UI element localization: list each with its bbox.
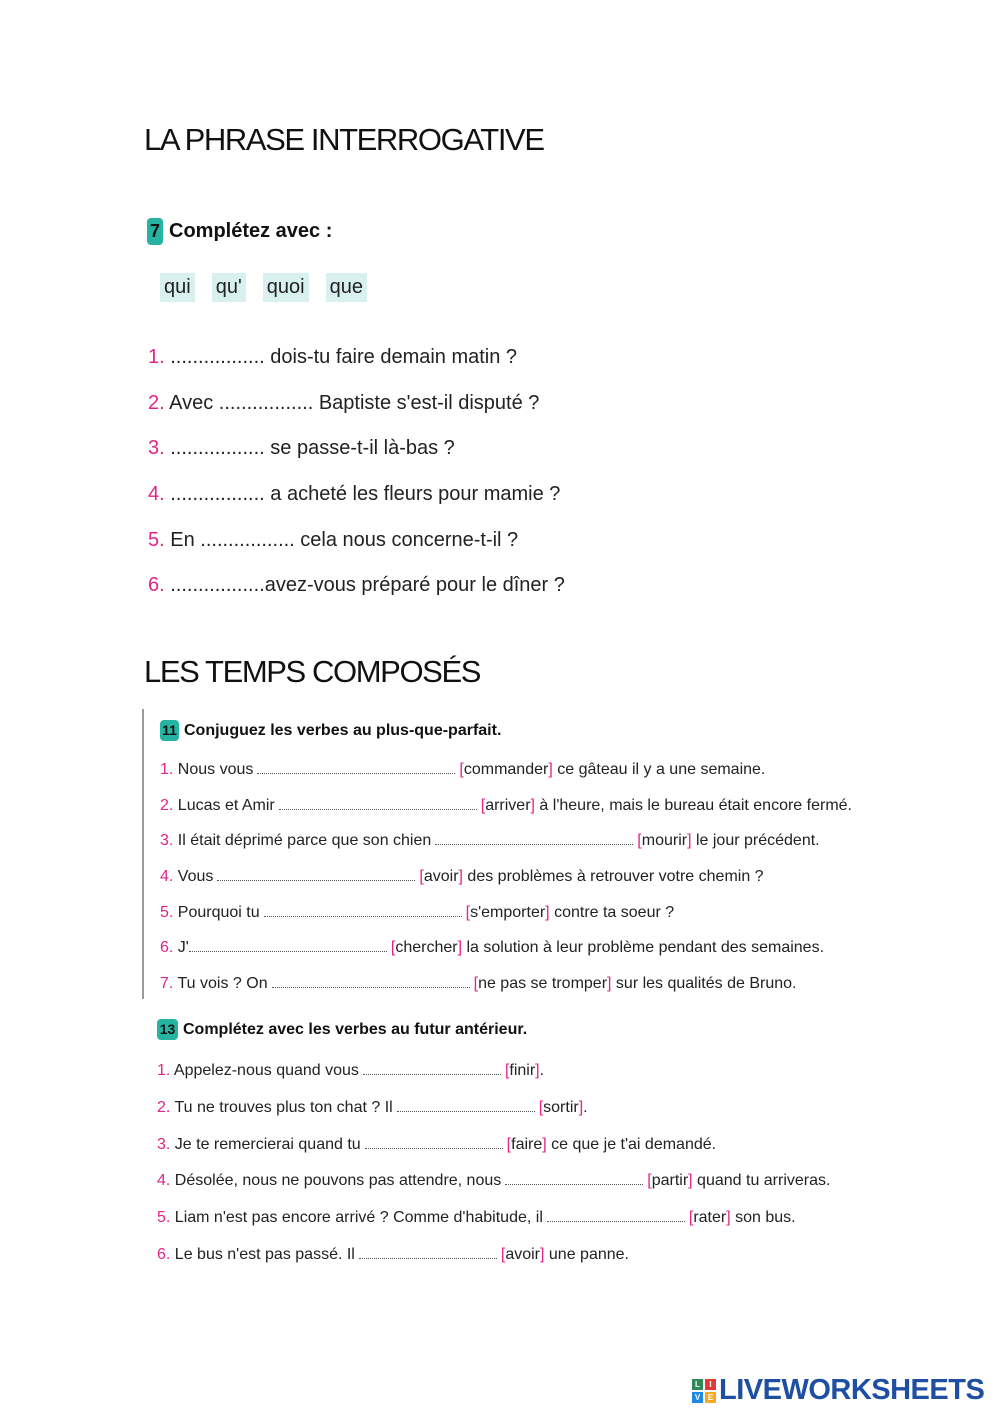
question-text: Tu ne trouves plus ton chat ? Il (174, 1098, 393, 1116)
question-text-end: ce gâteau il y a une semaine. (552, 761, 766, 778)
question-text-end: la solution à leur problème pendant des semaines. (462, 939, 825, 957)
question-number: 2. (148, 391, 165, 414)
word-chip: que (326, 273, 367, 302)
exercise-7-list (148, 343, 565, 617)
answer-blank[interactable] (257, 758, 455, 774)
verb-hint: faire (511, 1135, 543, 1153)
bracket-open: [ (504, 1062, 510, 1079)
exercise-11-header (160, 720, 501, 741)
question-text: Liam n'est pas encore arrivé ? Comme d'habitude, il (174, 1209, 543, 1227)
question-item (148, 343, 565, 389)
answer-blank[interactable] (363, 1059, 501, 1075)
question-item (157, 1169, 830, 1206)
exercise-13-list (157, 1059, 830, 1280)
bracket-close: ] (688, 1172, 693, 1190)
verb-hint: chercher (395, 939, 458, 957)
answer-blank[interactable] (264, 901, 462, 917)
answer-blank[interactable] (505, 1169, 643, 1185)
bracket-close: ] (530, 796, 535, 814)
exercise-7-header (147, 218, 332, 245)
question-number: 5. (148, 528, 165, 551)
exercise-instruction: Complétez avec les verbes au futur antérieur. (183, 1020, 528, 1038)
question-item (157, 1133, 830, 1170)
bracket-open: [ (473, 975, 479, 993)
question-number: 2. (157, 1098, 171, 1116)
question-item (148, 526, 565, 572)
exercise-instruction: Conjuguez les verbes au plus-que-parfait. (184, 721, 502, 739)
question-text-end: à l'heure, mais le bureau était encore fermé. (534, 796, 852, 814)
verb-hint: sortir (543, 1098, 579, 1116)
question-item (157, 1059, 830, 1096)
exercise-11-list (160, 758, 852, 1008)
question-text[interactable]: ................. dois-tu faire demain matin ? (170, 346, 518, 368)
bracket-open: [ (538, 1098, 544, 1116)
question-text: Je te remercierai quand tu (174, 1135, 361, 1153)
logo-text: LIVEWORKSHEETS (719, 1374, 985, 1406)
exercise-11-border (142, 709, 144, 999)
question-item (148, 434, 565, 480)
question-text: Appelez-nous quand vous (173, 1062, 359, 1079)
question-text[interactable]: ................. a acheté les fleurs pour mamie ? (170, 483, 561, 506)
question-number: 6. (157, 1245, 171, 1263)
question-number: 5. (160, 903, 174, 921)
question-text[interactable]: En ................. cela nous concerne-t-il ? (170, 528, 519, 551)
question-number: 5. (157, 1209, 171, 1227)
exercise-instruction: Complétez avec : (169, 220, 333, 242)
answer-blank[interactable] (359, 1243, 497, 1259)
verb-hint: commander (463, 761, 549, 778)
question-item (160, 794, 852, 830)
bracket-open: [ (419, 868, 424, 886)
bracket-open: [ (647, 1172, 652, 1190)
verb-hint: finir (509, 1062, 536, 1079)
question-item (160, 758, 852, 794)
bracket-close: ] (578, 1098, 584, 1116)
question-item (148, 571, 565, 617)
exercise-13-header (157, 1019, 527, 1040)
question-item (157, 1206, 830, 1243)
question-text: Lucas et Amir (177, 796, 275, 814)
bracket-close: ] (542, 1135, 547, 1153)
question-text[interactable]: .................avez-vous préparé pour le dîner ? (170, 574, 565, 597)
verb-hint: partir (651, 1172, 689, 1190)
bracket-close: ] (457, 939, 463, 957)
verb-hint: avoir (505, 1245, 540, 1263)
question-number: 7. (160, 975, 174, 993)
bracket-close: ] (458, 868, 463, 886)
question-item (160, 865, 852, 901)
verb-hint: ne pas se tromper (478, 975, 608, 993)
question-text-end: quand tu arriveras. (692, 1172, 831, 1190)
bracket-open: [ (480, 796, 486, 814)
logo-icon (692, 1379, 716, 1403)
liveworksheets-logo[interactable] (692, 1374, 984, 1407)
answer-blank[interactable] (279, 794, 477, 810)
exercise-number-badge: 7 (147, 218, 163, 245)
logo-cube: E (705, 1392, 716, 1403)
bracket-open: [ (506, 1135, 512, 1153)
question-text: Le bus n'est pas passé. Il (174, 1245, 355, 1263)
question-number: 1. (160, 761, 174, 778)
bracket-open: [ (688, 1209, 694, 1227)
question-number: 4. (148, 483, 165, 506)
logo-cube: L (692, 1379, 703, 1390)
question-number: 3. (148, 437, 165, 460)
word-chip: quoi (263, 273, 309, 302)
verb-hint: arriver (485, 796, 531, 814)
question-item (157, 1243, 830, 1280)
question-text-end: . (539, 1062, 545, 1079)
question-number: 1. (157, 1062, 171, 1079)
logo-cube: I (705, 1379, 716, 1390)
answer-blank[interactable] (547, 1206, 685, 1222)
answer-blank[interactable] (272, 972, 470, 988)
question-item (160, 829, 852, 865)
exercise-number-badge: 11 (160, 720, 179, 741)
bracket-open: [ (500, 1245, 506, 1263)
word-chip: qui (160, 273, 195, 302)
answer-blank[interactable] (189, 936, 387, 952)
bracket-close: ] (535, 1062, 540, 1079)
bracket-close: ] (545, 903, 550, 921)
question-number: 1. (148, 346, 165, 368)
question-number: 4. (157, 1172, 171, 1190)
bracket-open: [ (390, 939, 396, 957)
question-text-end: ce que je t'ai demandé. (546, 1135, 717, 1153)
question-item (160, 901, 852, 937)
bracket-close: ] (726, 1209, 731, 1227)
question-item (160, 936, 852, 972)
verb-hint: rater (693, 1209, 727, 1227)
answer-blank[interactable] (397, 1096, 535, 1112)
verb-hint: mourir (641, 832, 688, 850)
question-text: Il était déprimé parce que son chien (177, 832, 432, 850)
question-text[interactable]: Avec ................. Baptiste s'est-il disputé ? (169, 391, 540, 414)
question-text: Pourquoi tu (177, 903, 260, 921)
question-item (157, 1096, 830, 1133)
bracket-close: ] (540, 1245, 545, 1263)
verb-hint: avoir (423, 868, 459, 886)
section-title-compound-tenses: LES TEMPS COMPOSÉS (144, 654, 480, 689)
question-text-end: sur les qualités de Bruno. (611, 975, 797, 993)
question-text: Tu vois ? On (177, 975, 268, 993)
question-text: Vous (177, 868, 214, 886)
question-item (160, 972, 852, 1008)
question-text[interactable]: ................. se passe-t-il là-bas ? (170, 437, 455, 460)
question-text-end: des problèmes à retrouver votre chemin ? (462, 868, 764, 886)
bracket-close: ] (548, 761, 553, 778)
bracket-close: ] (607, 975, 612, 993)
question-number: 3. (157, 1135, 171, 1153)
answer-blank[interactable] (435, 829, 633, 845)
question-item (148, 480, 565, 526)
question-number: 6. (160, 939, 174, 957)
question-number: 6. (148, 574, 165, 597)
bracket-close: ] (687, 832, 692, 850)
question-text: Désolée, nous ne pouvons pas attendre, nous (174, 1172, 502, 1190)
verb-hint: s'emporter (470, 903, 546, 921)
bracket-open: [ (459, 761, 464, 778)
question-text-end: le jour précédent. (691, 832, 820, 850)
question-text-end: son bus. (730, 1209, 796, 1227)
question-number: 2. (160, 796, 174, 814)
bracket-open: [ (465, 903, 471, 921)
word-chip: qu' (212, 273, 246, 302)
question-item (148, 389, 565, 435)
section-title-interrogative: LA PHRASE INTERROGATIVE (144, 122, 544, 157)
question-text: Nous vous (177, 761, 254, 778)
question-text: J' (177, 939, 189, 957)
logo-cube: V (692, 1392, 703, 1403)
answer-blank[interactable] (217, 865, 415, 881)
word-bank (160, 273, 384, 302)
question-number: 3. (160, 832, 174, 850)
question-text-end: une panne. (544, 1245, 629, 1263)
answer-blank[interactable] (365, 1133, 503, 1149)
exercise-number-badge: 13 (157, 1019, 178, 1040)
question-text-end: contre ta soeur ? (549, 903, 675, 921)
question-text-end: . (583, 1098, 588, 1116)
bracket-open: [ (637, 832, 642, 850)
question-number: 4. (160, 868, 174, 886)
